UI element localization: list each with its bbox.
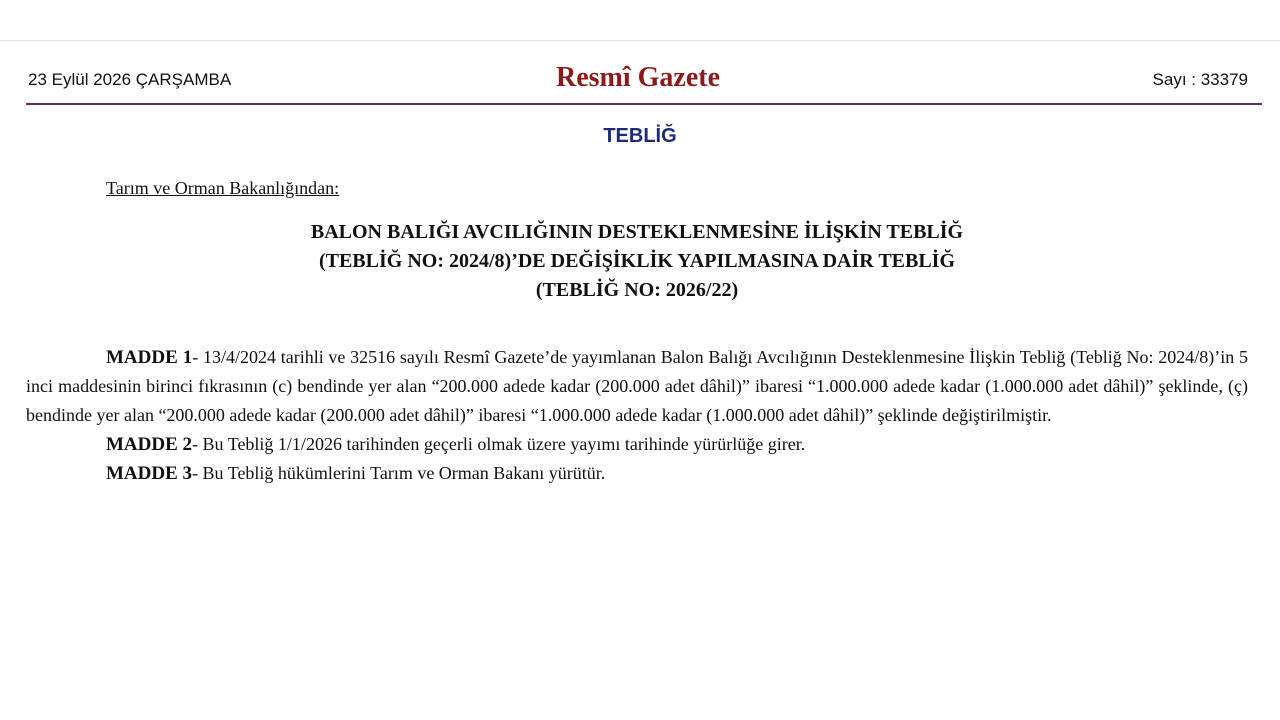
document-title-line: BALON BALIĞI AVCILIĞININ DESTEKLENMESİNE İLİŞKİN TEBLİĞ — [310, 221, 964, 243]
gazette-title: Resmî Gazete — [555, 62, 721, 93]
publication-date: 23 Eylül 2026 ÇARŞAMBA — [28, 70, 232, 89]
issuing-ministry: Tarım ve Orman Bakanlığından: — [106, 178, 340, 198]
gazette-header — [28, 58, 1248, 104]
issue-number: Sayı : 33379 — [1152, 70, 1248, 89]
document-title — [0, 218, 1274, 305]
article-label: MADDE 2 — [106, 434, 193, 455]
article-1 — [26, 343, 1248, 430]
article-2 — [26, 430, 1248, 459]
top-divider — [0, 40, 1280, 41]
article-text: - Bu Tebliğ 1/1/2026 tarihinden geçerli olmak üzere yayımı tarihinde yürürlüğe girer. — [192, 434, 806, 454]
article-label: MADDE 3 — [106, 463, 193, 484]
article-3 — [26, 459, 1248, 488]
header-divider — [26, 103, 1262, 105]
article-text: - 13/4/2024 tarihli ve 32516 sayılı Resmî Gazete’de yayımlanan Balon Balığı Avcılığının Desteklenmesine İlişkin Tebliğ (Tebliğ No: 2024/8)’in 5 inci maddesinin birinci fıkrasının (c) bendinde yer alan “200.000 adede kadar (200.000 adet dâhil)” ibaresi “1.000.000 adede kadar (1.000.000 adet dâhil)” şeklinde, (ç) bendinde yer alan “200.000 adede kadar (200.000 adet dâhil)” ibaresi “1.000.000 adede kadar (1.000.000 adet dâhil)” şeklinde değiştirilmiştir. — [26, 347, 1248, 425]
document-title-line: (TEBLİĞ NO: 2026/22) — [535, 279, 739, 301]
article-text: - Bu Tebliğ hükümlerini Tarım ve Orman Bakanı yürütür. — [192, 463, 606, 483]
document-body — [26, 343, 1248, 488]
document-title-line: (TEBLİĞ NO: 2024/8)’DE DEĞİŞİKLİK YAPILMASINA DAİR TEBLİĞ — [318, 250, 956, 272]
section-heading: TEBLİĞ — [603, 125, 677, 147]
article-label: MADDE 1 — [106, 347, 193, 368]
